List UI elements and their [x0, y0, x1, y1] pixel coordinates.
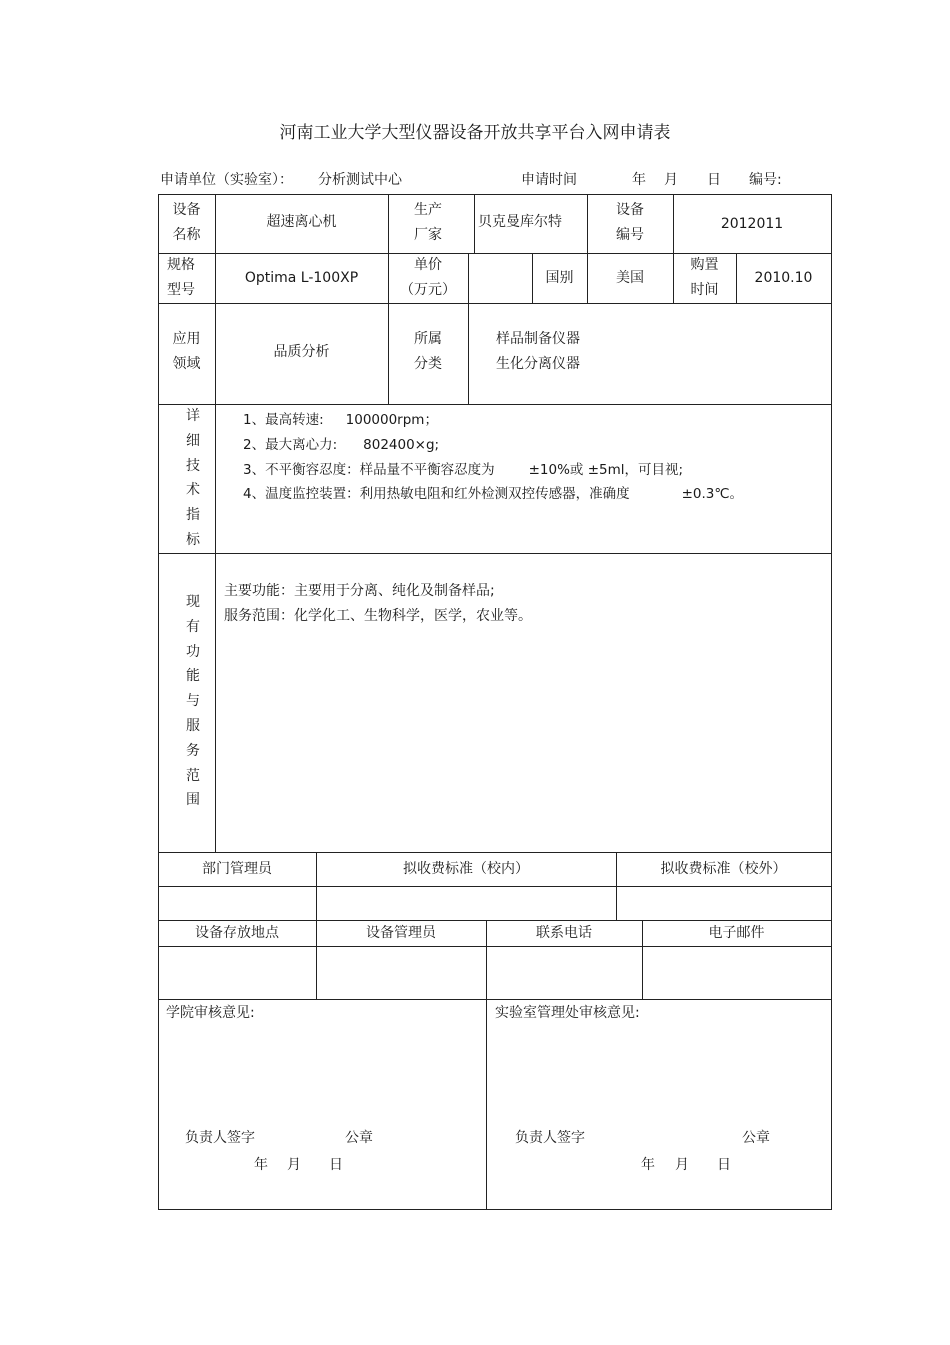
storage-location-field[interactable] — [159, 947, 316, 999]
meta-day: 日 — [707, 172, 721, 188]
manufacturer-label: 生产 厂家 — [414, 202, 442, 243]
apply-time-label: 申请时间 — [521, 172, 577, 188]
phone-field[interactable] — [487, 947, 642, 999]
meta-year: 年 — [632, 172, 646, 188]
lab-office-signer-label: 负责人签字 — [515, 1130, 585, 1146]
equipment-number-value: 2012011 — [720, 216, 784, 232]
application-field-label: 应用 领域 — [172, 331, 201, 372]
country-label: 国别 — [545, 270, 574, 286]
tech-spec-label: 详 细 技 术 指 标 — [186, 408, 200, 548]
main-function-text: 主要功能：主要用于分离、纯化及制备样品; — [224, 583, 495, 599]
model-value: Optima L-100XP — [244, 270, 359, 286]
purchase-time-value: 2010.10 — [754, 270, 813, 286]
fee-outside-field[interactable] — [617, 887, 831, 920]
purchase-time-label: 购置 时间 — [690, 257, 719, 298]
number-label: 编号: — [749, 172, 782, 188]
lab-office-date-month: 月 — [675, 1157, 689, 1173]
storage-location-header: 设备存放地点 — [195, 925, 279, 941]
dept-manager-field[interactable] — [159, 887, 316, 920]
manufacturer-value: 贝克曼库尔特 — [478, 214, 562, 230]
unit-price-label: 单价 （万元） — [400, 257, 456, 298]
category-value: 样品制备仪器 生化分离仪器 — [496, 331, 580, 372]
college-review-label: 学院审核意见: — [166, 1005, 255, 1021]
page-title: 河南工业大学大型仪器设备开放共享平台入网申请表 — [279, 123, 671, 143]
lab-office-review-label: 实验室管理处审核意见: — [495, 1005, 640, 1021]
equipment-number-label: 设备 编号 — [616, 202, 644, 243]
college-date-day: 日 — [329, 1157, 343, 1173]
tech-spec-line-2: 2、最大离心力: 802400×g; — [243, 437, 440, 453]
college-signer-label: 负责人签字 — [185, 1130, 255, 1146]
college-seal-label: 公章 — [345, 1130, 373, 1146]
email-field[interactable] — [643, 947, 831, 999]
email-header: 电子邮件 — [708, 925, 765, 941]
category-label: 所属 分类 — [414, 331, 442, 372]
equipment-manager-field[interactable] — [317, 947, 486, 999]
lab-office-date-day: 日 — [717, 1157, 731, 1173]
meta-month: 月 — [664, 172, 678, 188]
tech-spec-line-1: 1、最高转速: 100000rpm； — [243, 412, 438, 428]
college-date-year: 年 — [254, 1157, 268, 1173]
college-date-month: 月 — [287, 1157, 301, 1173]
equipment-name-value: 超速离心机 — [266, 214, 337, 230]
tech-spec-line-4: 4、温度监控装置：利用热敏电阻和红外检测双控传感器，准确度 ±0.3℃。 — [243, 486, 744, 502]
lab-office-date-year: 年 — [641, 1157, 655, 1173]
dept-manager-header: 部门管理员 — [202, 861, 272, 877]
phone-header: 联系电话 — [536, 925, 592, 941]
fee-outside-header: 拟收费标准（校外） — [660, 861, 787, 877]
country-value: 美国 — [616, 270, 644, 286]
service-scope-text: 服务范围：化学化工、生物科学，医学，农业等。 — [224, 608, 532, 624]
fee-inside-header: 拟收费标准（校内） — [403, 861, 529, 877]
function-scope-label: 现 有 功 能 与 服 务 范 围 — [186, 594, 200, 809]
equipment-name-label: 设备 名称 — [172, 202, 201, 243]
lab-office-seal-label: 公章 — [742, 1130, 770, 1146]
applicant-unit-label: 申请单位（实验室）： — [160, 172, 293, 188]
equipment-manager-header: 设备管理员 — [366, 925, 436, 941]
tech-spec-line-3: 3、不平衡容忍度：样品量不平衡容忍度为 ±10%或 ±5ml，可目视; — [243, 462, 684, 478]
application-field-value: 品质分析 — [273, 344, 330, 360]
fee-inside-field[interactable] — [317, 887, 616, 920]
model-label: 规格 型号 — [167, 257, 195, 298]
applicant-unit-value: 分析测试中心 — [318, 172, 402, 188]
